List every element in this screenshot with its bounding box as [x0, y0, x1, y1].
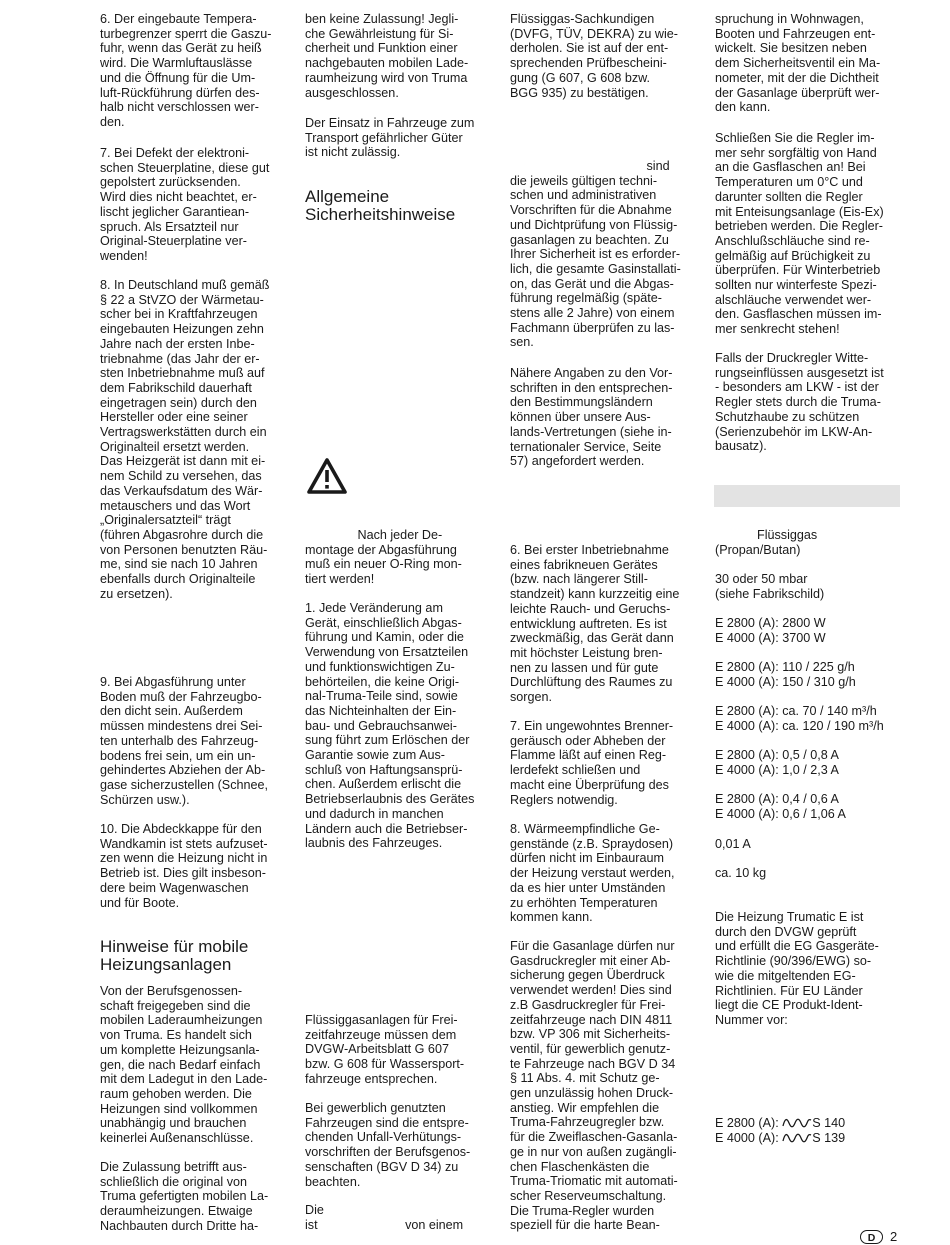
spec-air-volume: E 2800 (A): ca. 70 / 140 m³/h E 4000 (A): ca. 120 / 190 m³/h — [715, 704, 884, 733]
spec-current-consumption-2: E 2800 (A): 0,4 / 0,6 A E 4000 (A): 0,6 / 1,06 A — [715, 792, 846, 821]
spec-weight: ca. 10 kg — [715, 866, 767, 880]
col2-para-dangerous-goods: Der Einsatz in Fahrzeuge zum Transport gefährlicher Güter ist nicht zulässig. — [305, 116, 475, 160]
col4-para-regulators: spruchung in Wohnwagen, Booten und Fahrzeugen ent- wickelt. Sie besitzen neben dem Sicherheitsventil ein Ma- nometer, mit der die Dichtheit der Gasanlage überprüft wer- den kann. — [715, 12, 881, 115]
col4-para-conformity: Die Heizung Trumatic E ist durch den DVGW geprüft und erfüllt die EG Gasgeräte- Richtlinie (90/396/EWG) so- wie die mitgeltenden EG- Richtlinien. Für EU Länder liegt die CE Produkt-Ident- Nummer vor: — [715, 910, 879, 1027]
col1-para-approval: Die Zulassung betrifft aus- schließlich die original von Truma gefertigten mobilen La- deraumheizungen. Etwaige Nachbauten durch Dritte ha- — [100, 1160, 269, 1233]
spec-operating-pressure: 30 oder 50 mbar (siehe Fabrikschild) — [715, 572, 825, 601]
col3-item8: 8. Wärmeempfindliche Ge- genstände (z.B. Spraydosen) dürfen nicht im Einbauraum der Heizung verstaut werden, da es hier unter Umständen zu erhöhten Temperaturen kommen kann. — [510, 822, 675, 925]
spec-gas-consumption: E 2800 (A): 110 / 225 g/h E 4000 (A): 150 / 310 g/h — [715, 660, 856, 689]
spec-heat-output: E 2800 (A): 2800 W E 4000 (A): 3700 W — [715, 616, 826, 645]
col3-item7: 7. Ein ungewohntes Brenner- geräusch oder Abheben der Flamme läßt auf einen Reg- lerdefekt schließen und macht eine Überprüfung des Reglers notwendig. — [510, 719, 674, 807]
col2-para-warranty: ben keine Zulassung! Jegli- che Gewährleistung für Si- cherheit und Funktion einer nachgebauten mobilen Lade- raumheizung wird von Truma ausgeschlossen. — [305, 12, 469, 100]
section-heading-mobile-heating: Hinweise für mobile Heizungsanlagen — [100, 937, 249, 974]
col4-para-weather: Falls der Druckregler Witte- rungseinflüssen ausgesetzt ist - besonders am LKW - ist der Regler stets durch die Truma- Schutzhaube zu schützen (Serienzubehör im LKW-An- bausatz). — [715, 351, 884, 454]
col1-item8: 8. In Deutschland muß gemäß § 22 a StVZO der Wärmetau- scher bei in Kraftfahrzeugen eingebauten Heizungen zehn Jahre nach der ersten Inbe- triebnahme (das Jahr der er- sten Inbetriebnahme muß auf dem Fabrikschild dauerhaft eingetragen sein) durch den Hersteller oder eine seiner Vertragswerkstätten durch ein Originalteil ersetzt werden. Das Heizgerät ist dann mit ei- nem Schild zu versehen, das das Verkaufsdatum des Wär- metauschers und das Wort „Originalersatzteil“ trägt (führen Abgasrohre durch die von Personen benutzten Räu- me, sind sie nach 10 Jahren ebenfalls durch Originalteile zu ersetzen). — [100, 278, 270, 601]
col1-item7: 7. Bei Defekt der elektroni- schen Steuerplatine, diese gut gepolstert zurücksenden. Wird dies nicht beachtet, er- lischt jeglicher Garantiean- spruch. Als Ersatzteil nur Original-Steuerplatine ver- wenden! — [100, 146, 270, 263]
wave-symbol-icon — [782, 1117, 812, 1129]
warning-triangle-icon — [306, 457, 348, 495]
col3-para-regulations: sind die jeweils gültigen techni- schen und administrativen Vorschriften für die Abnahme und Dichtprüfung von Flüssig- gasanlagen zu beachten. Zu Ihrer Sicherheit ist es erforder- lich, die gesamte Gasinstallati- on, das Gerät und die Abgas- führung regelmäßig (späte- stens alle 2 Jahre) von einem Fachmann überprüfen zu las- sen. — [510, 159, 681, 350]
spec-standby-current: 0,01 A — [715, 837, 751, 851]
technical-data-header-bar — [714, 485, 900, 507]
col2-warning-oring: Nach jeder De- montage der Abgasführung muß ein neuer O-Ring mon- tiert werden! — [305, 528, 462, 587]
wave-symbol-icon — [782, 1132, 812, 1144]
ce-ident-label: E 4000 (A): — [715, 1131, 783, 1145]
spec-gas-type: Flüssiggas (Propan/Butan) — [715, 528, 818, 557]
col2-item1: 1. Jede Veränderung am Gerät, einschließlich Abgas- führung und Kamin, oder die Verwendung von Ersatzteilen und funktionswichtigen Zu- behörteilen, die keine Origi- nal-Truma-Teile sind, sowie das Nichteinhalten der Ein- bau- und Gebrauchsanwei- sung führt zum Erlöschen der Garantie sowie zum Aus- schluß von Haftungsansprü- chen. Außerdem erlischt die Betriebserlaubnis des Gerätes und dadurch in manchen Ländern auch die Betriebser- laubnis des Fahrzeuges. — [305, 601, 475, 851]
col1-para-mobile-heating: Von der Berufsgenossen- schaft freigegeben sind die mobilen Laderaumheizungen von Truma. Es handelt sich um komplette Heizungsanla- gen, die nach Bedarf einfach mit dem Ladegut in den Lade- raum gehoben werden. Die Heizungen sind vollkommen unabhängig und brauchen keinerlei Außenanschlüsse. — [100, 984, 268, 1146]
col4-para-connection: Schließen Sie die Regler im- mer sehr sorgfältig von Hand an die Gasflaschen an! Bei Temperaturen um 0°C und darunter sollten die Regler mit Enteisungsanlage (Eis-Ex) betrieben werden. Die Regler- Anschlußschläuche sind re- gelmäßig auf Brüchigkeit zu überprüfen. Für Winterbetrieb sollten nur winterfeste Spezi- alschläuche verwendet wer- den. Gasflaschen müssen im- mer senkrecht stehen! — [715, 131, 884, 337]
col1-item9: 9. Bei Abgasführung unter Boden muß der Fahrzeugbo- den dicht sein. Außerdem müssen mindestens drei Sei- ten unterhalb des Fahrzeug- bodens frei sein, um ein un- gehindertes Abziehen der Ab- gase sicherzustellen (Schnee, Schürzen usw.). — [100, 675, 269, 807]
col3-item6: 6. Bei erster Inbetriebnahme eines fabrikneuen Gerätes (bzw. nach längerer Still- standzeit) kann kurzzeitig eine leichte Rauch- und Geruchs- entwicklung auftreten. Es ist zweckmäßig, das Gerät dann mit höchster Leistung bren- nen zu lassen und für gute Durchlüftung des Raumes zu sorgen. — [510, 543, 680, 705]
page-number: 2 — [890, 1228, 898, 1244]
col3-para-pressure-regulators: Für die Gasanlage dürfen nur Gasdruckregler mit einer Ab- sicherung gegen Überdruck verwendet werden! Dies sind z.B Gasdruckregler für Frei- zeitfahrzeuge nach DIN 4811 bzw. VP 306 mit Sicherheits- ventil, für gewerblich genutz- te Fahrzeuge nach BGV D 34 § 11 Abs. 4. mit Schutz ge- gen unzulässig hohen Druck- anstieg. Wir empfehlen die Truma-Fahrzeugregler bzw. für die Zweiflaschen-Gasanla- ge in nur von außen zugängli- chen Flaschenkästen die Truma-Triomatic mit automati- scher Reserveumschaltung. Die Truma-Regler wurden speziell für die harte Bean- — [510, 939, 678, 1233]
ce-ident-row-e4000 — [715, 1131, 915, 1146]
col1-item6: 6. Der eingebaute Tempera- turbegrenzer sperrt die Gaszu- fuhr, wenn das Gerät zu heiß wird. Die Warmluftauslässe und die Öffnung für die Um- luft-Rückführung dürfen des- halb nicht verschlossen wer- den. — [100, 12, 272, 129]
ce-ident-row-e2800 — [715, 1116, 915, 1131]
ce-ident-label: E 2800 (A): — [715, 1116, 783, 1130]
country-badge: D — [860, 1230, 883, 1244]
col1-item10: 10. Die Abdeckkappe für den Wandkamin ist stets aufzuset- zen wenn die Heizung nicht in Betrieb ist. Dies gilt insbeson- dere beim Wagenwaschen und für Boote. — [100, 822, 268, 910]
col3-para-inspection: Flüssiggas-Sachkundigen (DVFG, TÜV, DEKRA) zu wie- derholen. Sie ist auf der ent- sprechenden Prüfbescheini- gung (G 607, G 608 bzw. BGG 935) zu bestätigen. — [510, 12, 678, 100]
col2-para-lpg-systems: Flüssiggasanlagen für Frei- zeitfahrzeuge müssen dem DVGW-Arbeitsblatt G 607 bzw. G 608 für Wassersport- fahrzeuge entsprechen. — [305, 1013, 465, 1086]
ce-ident-number: S 140 — [812, 1116, 846, 1130]
col2-para-commercial: Bei gewerblich genutzten Fahrzeugen sind die entspre- chenden Unfall-Verhütungs- vorschriften der Berufsgenos- senschaften (BGV D 34) zu beachten. — [305, 1101, 471, 1189]
col3-para-countries: Nähere Angaben zu den Vor- schriften in den entsprechen- den Bestimmungsländern können über unsere Aus- lands-Vertretungen (siehe in- ternationaler Service, Seite 57) angefordert werden. — [510, 366, 673, 469]
col2-para-inspection: Die ist von einem — [305, 1203, 464, 1232]
ce-ident-number: S 139 — [812, 1131, 846, 1145]
section-heading-safety: Allgemeine Sicherheitshinweise — [305, 187, 456, 224]
spec-current-consumption: E 2800 (A): 0,5 / 0,8 A E 4000 (A): 1,0 / 2,3 A — [715, 748, 839, 777]
page-footer — [860, 1229, 897, 1245]
